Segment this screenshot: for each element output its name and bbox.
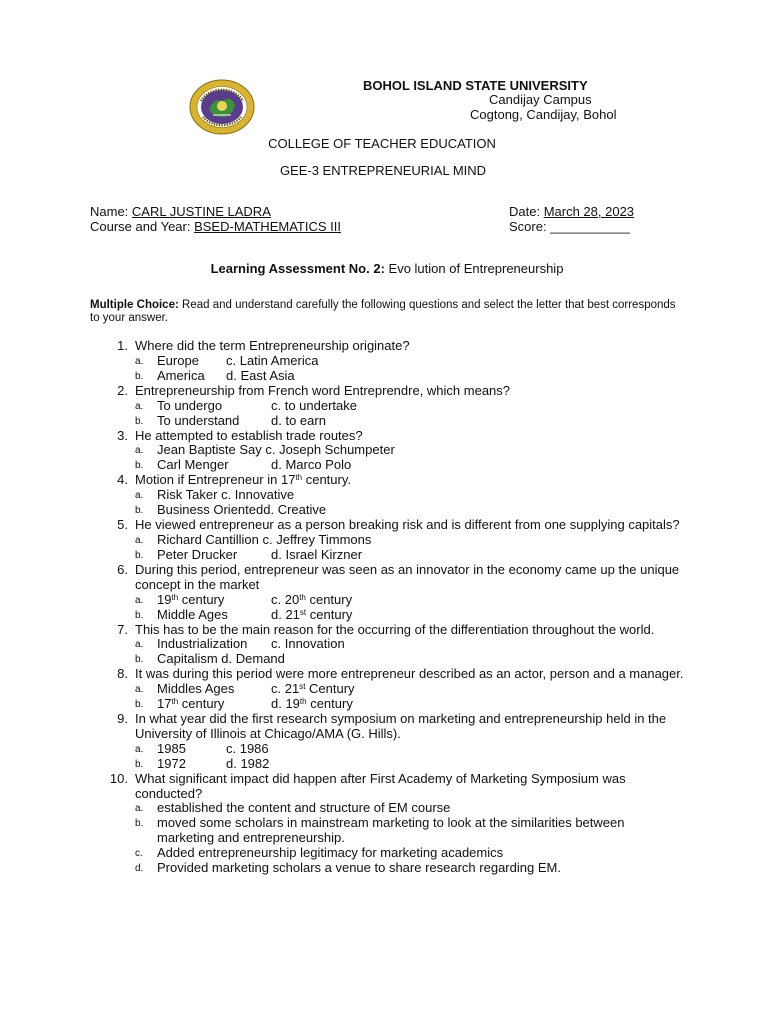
- option-row: a. Jean Baptiste Say c. Joseph Schumpeter: [135, 442, 395, 458]
- question-6: 6. During this period, entrepreneur was seen as an innovator in the economy came up the unique concept in the market: [90, 563, 690, 593]
- score-label: Score:: [509, 219, 547, 234]
- option-row: b. Capitalism d. Demand: [135, 651, 285, 667]
- assessment-title-bold: Learning Assessment No. 2:: [210, 261, 385, 276]
- university-seal-logo: [189, 79, 255, 135]
- university-name: BOHOL ISLAND STATE UNIVERSITY: [363, 78, 588, 93]
- option-row: a. 1985 c. 1986: [135, 740, 269, 756]
- course-year-value: BSED-MATHEMATICS III: [194, 219, 341, 234]
- question-9: 9. In what year did the first research symposium on marketing and entrepreneurship held in the University of Illinois at Chicago/AMA (G. Hills).: [90, 712, 690, 742]
- question-text: In what year did the first research symposium on marketing and entrepreneurship held in the University of Illinois at Chicago/AMA (G. Hills).: [135, 711, 667, 741]
- college-name: COLLEGE OF TEACHER EDUCATION: [268, 136, 496, 151]
- date-value: March 28, 2023: [543, 204, 635, 219]
- option-row: a. 19th century c. 20th century: [135, 591, 353, 607]
- question-text: He attempted to establish trade routes?: [135, 427, 363, 443]
- assessment-title: [3, 261, 768, 276]
- assessment-title-rest: Evo lution of Entrepreneurship: [384, 261, 564, 276]
- question-text: Motion if Entrepreneur in 17th century.: [135, 472, 351, 488]
- option-row: a. established the content and structure of EM course: [135, 800, 451, 816]
- score-blank: ___________: [550, 219, 630, 234]
- question-text: Entrepreneurship from French word Entreprendre, which means?: [135, 382, 511, 398]
- instructions-label: Multiple Choice:: [90, 299, 179, 311]
- question-7: 7. This has to be the main reason for the occurring of the differentiation throughout the world.: [90, 623, 690, 638]
- course-title: GEE-3 ENTREPRENEURIAL MIND: [279, 163, 487, 178]
- option-row: c. Added entrepreneurship legitimacy for marketing academics: [135, 844, 504, 860]
- campus-name: Candijay Campus: [489, 92, 592, 107]
- name-row: [90, 204, 271, 219]
- question-2: 2. Entrepreneurship from French word Entreprendre, which means?: [90, 384, 690, 399]
- question-10: 10. What significant impact did happen after First Academy of Marketing Symposium was conducted?: [90, 772, 690, 802]
- option-row: a. Industrialization c. Innovation: [135, 636, 345, 652]
- name-label: Name:: [90, 204, 129, 219]
- option-row: d. Provided marketing scholars a venue to share research regarding EM.: [135, 859, 561, 875]
- date-label: Date:: [509, 204, 541, 219]
- question-list: [90, 339, 690, 876]
- date-row: [509, 204, 634, 219]
- question-text: He viewed entrepreneur as a person breaking risk and is different from one supplying capitals?: [135, 517, 680, 533]
- question-text: During this period, entrepreneur was seen as an innovator in the economy came up the unique concept in the market: [135, 561, 680, 592]
- option-row: a. Risk Taker c. Innovative: [135, 487, 295, 503]
- campus-address: Cogtong, Candijay, Bohol: [470, 107, 617, 122]
- option-row: b. To understand d. to earn: [135, 412, 326, 428]
- question-4: 4. Motion if Entrepreneur in 17th century.: [90, 473, 690, 488]
- question-text: This has to be the main reason for the occurring of the differentiation throughout the world.: [135, 621, 655, 637]
- question-8: 8. It was during this period were more entrepreneur described as an actor, person and a manager.: [90, 667, 690, 682]
- option-row: b. 1972 d. 1982: [135, 755, 270, 771]
- student-name: CARL JUSTINE LADRA: [131, 204, 271, 219]
- option-row: b. moved some scholars in mainstream marketing to look at the similarities between marketing and entrepreneurship.: [135, 815, 625, 846]
- score-row: [509, 219, 630, 234]
- option-row: a. Richard Cantillion c. Jeffrey Timmons: [135, 531, 372, 547]
- option-row: b. America d. East Asia: [135, 367, 295, 383]
- instructions: [90, 299, 680, 325]
- question-text: Where did the term Entrepreneurship originate?: [135, 338, 410, 353]
- option-row: b. 17th century d. 19th century: [135, 696, 353, 712]
- question-3: 3. He attempted to establish trade routes?: [90, 429, 690, 444]
- option-row: b. Carl Menger d. Marco Polo: [135, 457, 352, 473]
- option-row: b. Business Orientedd. Creative: [135, 502, 327, 518]
- course-year-row: [90, 219, 341, 234]
- option-row: a. To undergo c. to undertake: [135, 397, 357, 413]
- question-1: 1. Where did the term Entrepreneurship originate?: [90, 339, 690, 354]
- option-row: b. Middle Ages d. 21st century: [135, 606, 353, 622]
- question-text: What significant impact did happen after First Academy of Marketing Symposium was conducted?: [135, 770, 626, 801]
- option-row: a. Middles Ages c. 21st Century: [135, 681, 355, 697]
- option-row: a. Europe c. Latin America: [135, 352, 319, 368]
- question-text: It was during this period were more entrepreneur described as an actor, person and a manager.: [135, 666, 684, 682]
- course-year-label: Course and Year:: [90, 219, 191, 234]
- option-row: b. Peter Drucker d. Israel Kirzner: [135, 546, 363, 562]
- instructions-text: Read and understand carefully the following questions and select the letter that best corresponds to your answer.: [90, 299, 676, 324]
- question-5: 5. He viewed entrepreneur as a person breaking risk and is different from one supplying capitals?: [90, 518, 690, 533]
